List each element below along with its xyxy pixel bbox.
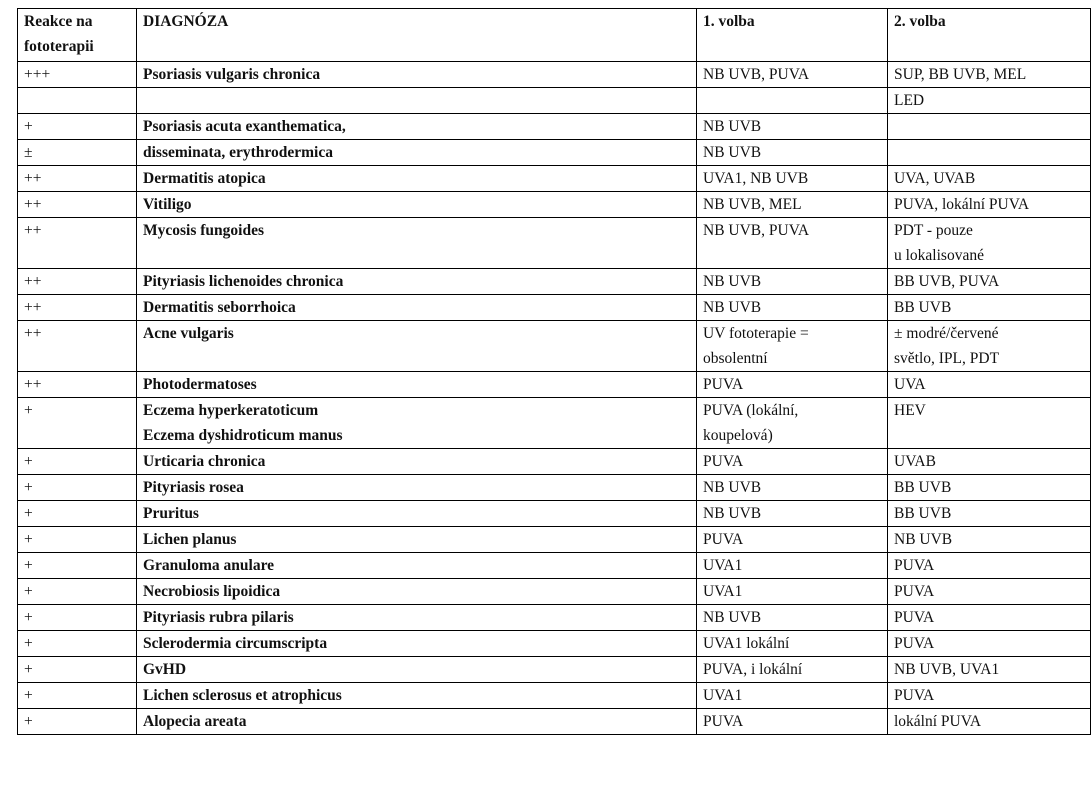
reaction-cell-text: +++ xyxy=(24,66,51,83)
second-choice-cell-text: PUVA xyxy=(894,583,935,600)
reaction-cell xyxy=(18,140,137,166)
second-choice-cell-text: PDT - pouze xyxy=(894,222,973,239)
diagnosis-cell-text: Psoriasis vulgaris chronica xyxy=(143,66,321,83)
second-choice-cell xyxy=(888,372,1091,398)
reaction-cell xyxy=(18,166,137,192)
reaction-cell xyxy=(18,62,137,88)
diagnosis-cell-text: Eczema hyperkeratoticum xyxy=(143,402,319,419)
reaction-cell xyxy=(18,553,137,579)
first-choice-cell xyxy=(697,295,888,321)
first-choice-cell xyxy=(697,579,888,605)
second-choice-cell xyxy=(888,166,1091,192)
first-choice-cell xyxy=(697,62,888,88)
second-choice-cell-text: u lokalisované xyxy=(894,247,984,264)
reaction-cell-text: ++ xyxy=(24,222,42,239)
reaction-cell xyxy=(18,631,137,657)
table-row xyxy=(18,683,1091,709)
diagnosis-cell-text: Granuloma anulare xyxy=(143,557,275,574)
header-reaction-line2: fototerapii xyxy=(24,38,94,55)
table-row xyxy=(18,62,1091,88)
second-choice-cell-text: BB UVB xyxy=(894,479,952,496)
reaction-cell-text: + xyxy=(24,661,33,678)
second-choice-cell xyxy=(888,114,1091,140)
second-choice-cell xyxy=(888,631,1091,657)
diagnosis-cell xyxy=(137,321,697,372)
diagnosis-cell-text: Dermatitis seborrhoica xyxy=(143,299,296,316)
second-choice-cell xyxy=(888,88,1091,114)
second-choice-cell-text: PUVA xyxy=(894,609,935,626)
reaction-cell xyxy=(18,269,137,295)
reaction-cell xyxy=(18,372,137,398)
first-choice-cell xyxy=(697,218,888,269)
diagnosis-cell xyxy=(137,62,697,88)
second-choice-cell xyxy=(888,192,1091,218)
first-choice-cell xyxy=(697,553,888,579)
reaction-cell-text: + xyxy=(24,583,33,600)
reaction-cell xyxy=(18,321,137,372)
reaction-cell xyxy=(18,295,137,321)
first-choice-cell-text: NB UVB, MEL xyxy=(703,196,802,213)
reaction-cell-text: + xyxy=(24,687,33,704)
reaction-cell xyxy=(18,657,137,683)
first-choice-cell-text: UV fototerapie = xyxy=(703,325,809,342)
first-choice-cell-text: PUVA xyxy=(703,713,744,730)
table-body xyxy=(18,62,1091,735)
first-choice-cell-text: NB UVB xyxy=(703,479,762,496)
header-diagnosis: DIAGNÓZA xyxy=(137,9,697,62)
second-choice-cell-text: lokální PUVA xyxy=(894,713,982,730)
reaction-cell-text: + xyxy=(24,557,33,574)
diagnosis-cell-text: Lichen sclerosus et atrophicus xyxy=(143,687,342,704)
diagnosis-cell xyxy=(137,683,697,709)
first-choice-cell-text: koupelová) xyxy=(703,427,773,444)
diagnosis-cell-text: Photodermatoses xyxy=(143,376,257,393)
second-choice-cell-text: BB UVB, PUVA xyxy=(894,273,1000,290)
diagnosis-cell-text: Mycosis fungoides xyxy=(143,222,264,239)
table-row xyxy=(18,579,1091,605)
table-row xyxy=(18,372,1091,398)
first-choice-cell xyxy=(697,88,888,114)
first-choice-cell-text: NB UVB xyxy=(703,299,762,316)
second-choice-cell xyxy=(888,398,1091,449)
second-choice-cell-text: PUVA, lokální PUVA xyxy=(894,196,1030,213)
diagnosis-cell-text: Pruritus xyxy=(143,505,199,522)
first-choice-cell xyxy=(697,269,888,295)
diagnosis-cell xyxy=(137,398,697,449)
diagnosis-cell xyxy=(137,218,697,269)
diagnosis-cell-text: Lichen planus xyxy=(143,531,237,548)
first-choice-cell-text: PUVA xyxy=(703,453,744,470)
second-choice-cell xyxy=(888,553,1091,579)
diagnosis-cell xyxy=(137,140,697,166)
first-choice-cell xyxy=(697,501,888,527)
first-choice-cell xyxy=(697,475,888,501)
table-row xyxy=(18,295,1091,321)
first-choice-cell-text: NB UVB xyxy=(703,505,762,522)
reaction-cell-text: + xyxy=(24,402,33,419)
first-choice-cell xyxy=(697,449,888,475)
first-choice-cell xyxy=(697,657,888,683)
header-reaction-line1: Reakce na xyxy=(24,13,93,30)
first-choice-cell xyxy=(697,140,888,166)
first-choice-cell-text: UVA1 xyxy=(703,557,743,574)
second-choice-cell-text: UVA xyxy=(894,376,926,393)
first-choice-cell xyxy=(697,321,888,372)
reaction-cell xyxy=(18,579,137,605)
reaction-cell xyxy=(18,683,137,709)
diagnosis-cell xyxy=(137,709,697,735)
table-row xyxy=(18,321,1091,372)
table-row xyxy=(18,553,1091,579)
second-choice-cell-text: PUVA xyxy=(894,635,935,652)
table-header-row xyxy=(18,9,1091,62)
first-choice-cell-text: UVA1 xyxy=(703,687,743,704)
diagnosis-cell xyxy=(137,372,697,398)
diagnosis-cell-text: Vitiligo xyxy=(143,196,192,213)
first-choice-cell-text: NB UVB xyxy=(703,273,762,290)
reaction-cell-text: + xyxy=(24,609,33,626)
first-choice-cell-text: PUVA (lokální, xyxy=(703,402,799,419)
first-choice-cell xyxy=(697,114,888,140)
second-choice-cell-text: PUVA xyxy=(894,687,935,704)
reaction-cell-text: + xyxy=(24,479,33,496)
diagnosis-cell xyxy=(137,166,697,192)
second-choice-cell-text: LED xyxy=(894,92,925,109)
table-row xyxy=(18,166,1091,192)
first-choice-cell-text: NB UVB, PUVA xyxy=(703,66,810,83)
table-row xyxy=(18,709,1091,735)
second-choice-cell xyxy=(888,605,1091,631)
first-choice-cell-text: PUVA xyxy=(703,531,744,548)
diagnosis-cell xyxy=(137,553,697,579)
table-row xyxy=(18,88,1091,114)
first-choice-cell-text: PUVA xyxy=(703,376,744,393)
reaction-cell-text: ++ xyxy=(24,325,42,342)
second-choice-cell xyxy=(888,709,1091,735)
diagnosis-cell-text: Alopecia areata xyxy=(143,713,247,730)
second-choice-cell-text: HEV xyxy=(894,402,926,419)
table-row xyxy=(18,398,1091,449)
diagnosis-cell-text: disseminata, erythrodermica xyxy=(143,144,333,161)
second-choice-cell xyxy=(888,501,1091,527)
first-choice-cell-text: UVA1 xyxy=(703,583,743,600)
first-choice-cell-text: UVA1 lokální xyxy=(703,635,790,652)
second-choice-cell xyxy=(888,321,1091,372)
diagnosis-cell-text: Psoriasis acuta exanthematica, xyxy=(143,118,346,135)
reaction-cell xyxy=(18,605,137,631)
first-choice-cell-text: obsolentní xyxy=(703,350,768,367)
first-choice-cell xyxy=(697,605,888,631)
first-choice-cell xyxy=(697,683,888,709)
first-choice-cell xyxy=(697,527,888,553)
table-row xyxy=(18,449,1091,475)
reaction-cell-text: + xyxy=(24,505,33,522)
phototherapy-table xyxy=(17,8,1091,735)
first-choice-cell-text: NB UVB xyxy=(703,118,762,135)
table-row xyxy=(18,114,1091,140)
second-choice-cell-text: PUVA xyxy=(894,557,935,574)
diagnosis-cell-text: Necrobiosis lipoidica xyxy=(143,583,281,600)
table-row xyxy=(18,527,1091,553)
diagnosis-cell xyxy=(137,114,697,140)
first-choice-cell xyxy=(697,398,888,449)
table-row xyxy=(18,631,1091,657)
table-row xyxy=(18,192,1091,218)
reaction-cell-text: ++ xyxy=(24,376,42,393)
first-choice-cell xyxy=(697,631,888,657)
header-second-choice: 2. volba xyxy=(888,9,1091,62)
reaction-cell-text: ++ xyxy=(24,273,42,290)
second-choice-cell xyxy=(888,657,1091,683)
first-choice-cell xyxy=(697,372,888,398)
reaction-cell-text: ++ xyxy=(24,196,42,213)
second-choice-cell xyxy=(888,579,1091,605)
header-reaction xyxy=(18,9,137,62)
second-choice-cell xyxy=(888,295,1091,321)
second-choice-cell-text: NB UVB, UVA1 xyxy=(894,661,1000,678)
second-choice-cell xyxy=(888,449,1091,475)
reaction-cell-text: ± xyxy=(24,144,33,161)
diagnosis-cell xyxy=(137,269,697,295)
table-row xyxy=(18,475,1091,501)
header-first-choice: 1. volba xyxy=(697,9,888,62)
diagnosis-cell-text: Sclerodermia circumscripta xyxy=(143,635,328,652)
first-choice-cell-text: PUVA, i lokální xyxy=(703,661,803,678)
second-choice-cell xyxy=(888,683,1091,709)
diagnosis-cell xyxy=(137,657,697,683)
diagnosis-cell xyxy=(137,501,697,527)
diagnosis-cell-text: Pityriasis lichenoides chronica xyxy=(143,273,344,290)
second-choice-cell xyxy=(888,218,1091,269)
second-choice-cell-text: SUP, BB UVB, MEL xyxy=(894,66,1027,83)
diagnosis-cell xyxy=(137,579,697,605)
second-choice-cell xyxy=(888,527,1091,553)
reaction-cell-text: + xyxy=(24,118,33,135)
first-choice-cell xyxy=(697,192,888,218)
diagnosis-cell xyxy=(137,449,697,475)
diagnosis-cell xyxy=(137,475,697,501)
reaction-cell xyxy=(18,192,137,218)
table-row xyxy=(18,218,1091,269)
reaction-cell-text: + xyxy=(24,713,33,730)
reaction-cell-text: ++ xyxy=(24,170,42,187)
second-choice-cell xyxy=(888,140,1091,166)
second-choice-cell-text: BB UVB xyxy=(894,299,952,316)
reaction-cell xyxy=(18,475,137,501)
reaction-cell-text: ++ xyxy=(24,299,42,316)
first-choice-cell-text: NB UVB xyxy=(703,609,762,626)
reaction-cell xyxy=(18,218,137,269)
second-choice-cell-text: BB UVB xyxy=(894,505,952,522)
reaction-cell-text: + xyxy=(24,635,33,652)
first-choice-cell-text: NB UVB, PUVA xyxy=(703,222,810,239)
diagnosis-cell-text: Dermatitis atopica xyxy=(143,170,266,187)
second-choice-cell-text: UVA, UVAB xyxy=(894,170,976,187)
diagnosis-cell xyxy=(137,605,697,631)
diagnosis-cell xyxy=(137,192,697,218)
diagnosis-cell-text: Eczema dyshidroticum manus xyxy=(143,427,343,444)
reaction-cell xyxy=(18,114,137,140)
first-choice-cell-text: UVA1, NB UVB xyxy=(703,170,809,187)
reaction-cell-text: + xyxy=(24,531,33,548)
reaction-cell xyxy=(18,709,137,735)
diagnosis-cell-text: Pityriasis rubra pilaris xyxy=(143,609,294,626)
diagnosis-cell-text: GvHD xyxy=(143,661,187,678)
table-row xyxy=(18,140,1091,166)
diagnosis-cell xyxy=(137,527,697,553)
reaction-cell xyxy=(18,398,137,449)
reaction-cell-text: + xyxy=(24,453,33,470)
table-row xyxy=(18,501,1091,527)
second-choice-cell-text: ± modré/červené xyxy=(894,325,999,342)
reaction-cell xyxy=(18,527,137,553)
second-choice-cell-text: NB UVB xyxy=(894,531,953,548)
diagnosis-cell xyxy=(137,295,697,321)
reaction-cell xyxy=(18,501,137,527)
table-row xyxy=(18,657,1091,683)
table-row xyxy=(18,605,1091,631)
first-choice-cell xyxy=(697,709,888,735)
diagnosis-cell-text: Acne vulgaris xyxy=(143,325,234,342)
first-choice-cell-text: NB UVB xyxy=(703,144,762,161)
diagnosis-cell-text: Pityriasis rosea xyxy=(143,479,244,496)
diagnosis-cell xyxy=(137,631,697,657)
reaction-cell xyxy=(18,449,137,475)
reaction-cell xyxy=(18,88,137,114)
second-choice-cell xyxy=(888,475,1091,501)
second-choice-cell-text: UVAB xyxy=(894,453,936,470)
second-choice-cell-text: světlo, IPL, PDT xyxy=(894,350,1000,367)
diagnosis-cell-text: Urticaria chronica xyxy=(143,453,266,470)
table-row xyxy=(18,269,1091,295)
first-choice-cell xyxy=(697,166,888,192)
second-choice-cell xyxy=(888,62,1091,88)
second-choice-cell xyxy=(888,269,1091,295)
diagnosis-cell xyxy=(137,88,697,114)
